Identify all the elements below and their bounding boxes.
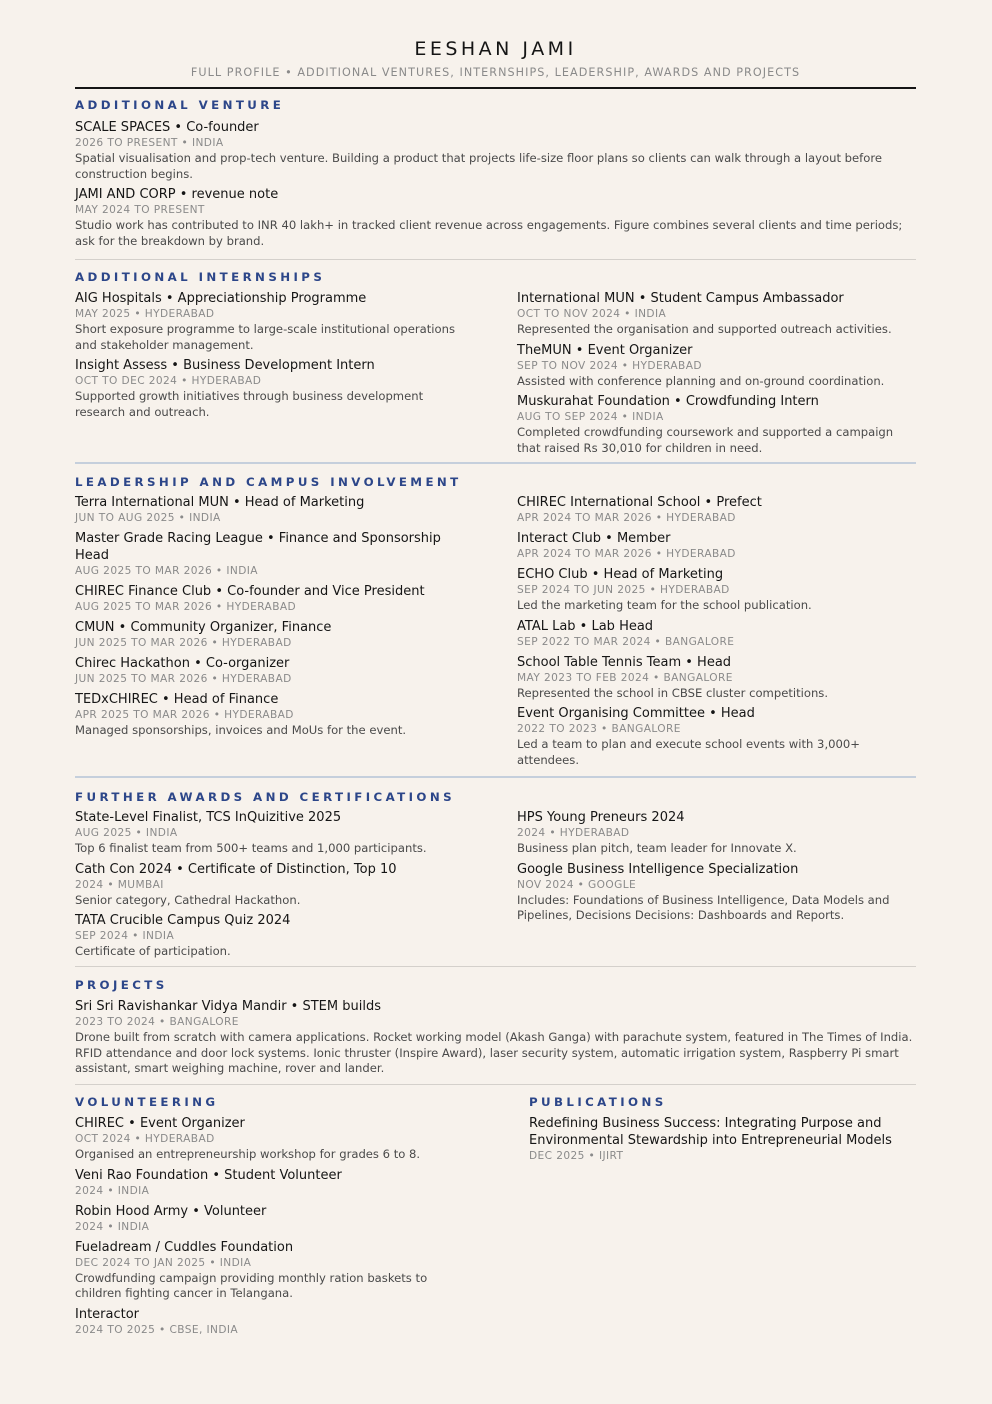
entry-meta: 2024 • HYDERABAD — [517, 827, 630, 839]
entry-meta: AUG TO SEP 2024 • INDIA — [517, 411, 664, 423]
leadership-right — [517, 494, 916, 768]
entry-desc: Led a team to plan and execute school events with 3,000+ attendees. — [517, 737, 860, 767]
entry-meta: 2022 TO 2023 • BANGALORE — [517, 723, 681, 735]
entry-title: Terra International MUN • Head of Marketing — [75, 495, 365, 510]
entry-title: JAMI AND CORP • revenue note — [75, 187, 279, 202]
entry-meta: SEP TO NOV 2024 • HYDERABAD — [517, 359, 702, 372]
entry-desc: Represented the organisation and supported outreach activities. — [517, 322, 892, 336]
internship-entry — [517, 290, 916, 338]
entry-meta: 2024 • INDIA — [75, 1184, 150, 1197]
entry-title: CHIREC • Event Organizer — [75, 1116, 245, 1131]
entry-title: Chirec Hackathon • Co-organizer — [75, 656, 290, 671]
volunteer-entry — [75, 1306, 470, 1338]
leadership-left — [75, 494, 470, 739]
entry-desc: Senior category, Cathedral Hackathon. — [75, 892, 301, 907]
award-entry — [75, 861, 470, 909]
volunteer-entry — [75, 1239, 470, 1302]
entry-desc: Business plan pitch, team leader for Innovate X. — [517, 841, 797, 855]
entry-meta: DEC 2025 • IJIRT — [529, 1150, 624, 1162]
entry-desc: Completed crowdfunding coursework and supported a campaign that raised Rs 30,010 for children in need. — [517, 425, 894, 455]
entry-meta: 2024 • INDIA — [75, 1220, 150, 1233]
entry-meta: JUN 2025 TO MAR 2026 • HYDERABAD — [75, 673, 292, 685]
entry-meta: OCT 2024 • HYDERABAD — [75, 1133, 215, 1145]
entry-meta: NOV 2024 • GOOGLE — [517, 878, 637, 891]
entry-meta: 2024 • MUMBAI — [75, 878, 164, 891]
leadership-entry — [75, 530, 470, 579]
entry-title: CMUN • Community Organizer, Finance — [75, 620, 332, 635]
leadership-entry — [517, 618, 916, 650]
entry-title: Cath Con 2024 • Certificate of Distinction, Top 10 — [75, 861, 397, 877]
entry-desc: Organised an entrepreneurship workshop for grades 6 to 8. — [75, 1147, 421, 1161]
entry-title: Interactor — [75, 1306, 140, 1322]
leadership-entry — [517, 654, 916, 702]
entry-meta: 2024 TO 2025 • CBSE, INDIA — [75, 1323, 239, 1336]
volunteer-entry — [75, 1115, 470, 1163]
entry-title: International MUN • Student Campus Ambassador — [517, 291, 844, 306]
entry-meta: SEP 2022 TO MAR 2024 • BANGALORE — [517, 635, 735, 648]
entry-meta: APR 2025 TO MAR 2026 • HYDERABAD — [75, 709, 294, 721]
entry-desc: Managed sponsorships, invoices and MoUs for the event. — [75, 723, 407, 737]
section-divider — [75, 966, 916, 967]
internship-entry — [75, 357, 465, 420]
section-divider — [75, 462, 916, 464]
venture-entry — [75, 186, 916, 249]
leadership-entry — [517, 530, 916, 562]
entry-desc: Top 6 finalist team from 500+ teams and 1,000 participants. — [75, 841, 427, 855]
entry-desc: Spatial visualisation and prop-tech venture. Building a product that projects life-size floor plans so clients can walk through a layout before construction begins. — [75, 151, 882, 181]
leadership-entry — [75, 691, 470, 739]
entry-desc: Drone built from scratch with camera applications. Rocket working model (Akash Ganga) with parachute system, featured in The Times of India. RFID attendance and door lock systems. Ionic thruster (Inspire Award), laser security system, automatic irrigation system, Raspberry Pi smart assistant, smart weighing machine, rover and lander. — [75, 1030, 913, 1075]
internship-entry — [517, 342, 916, 390]
awards-right — [517, 809, 916, 924]
entry-title: Sri Sri Ravishankar Vidya Mandir • STEM builds — [75, 999, 381, 1014]
entry-meta: JUN 2025 TO MAR 2026 • HYDERABAD — [75, 637, 292, 649]
venture-entry — [75, 119, 916, 182]
entry-desc: Assisted with conference planning and on-ground coordination. — [517, 373, 885, 388]
entry-title: ECHO Club • Head of Marketing — [517, 567, 724, 582]
award-entry — [517, 861, 916, 924]
section-title-leadership: LEADERSHIP AND CAMPUS INVOLVEMENT — [75, 475, 462, 489]
entry-title: Robin Hood Army • Volunteer — [75, 1203, 267, 1219]
entry-meta: AUG 2025 TO MAR 2026 • INDIA — [75, 565, 258, 577]
entry-desc: Represented the school in CBSE cluster competitions. — [517, 685, 829, 700]
section-title-awards: FURTHER AWARDS AND CERTIFICATIONS — [75, 790, 456, 804]
section-title-internships: ADDITIONAL INTERNSHIPS — [75, 270, 326, 284]
person-name: EESHAN JAMI — [414, 38, 577, 60]
entry-desc: Includes: Foundations of Business Intelligence, Data Models and Pipelines, Decisions Decisions: Dashboards and Reports. — [517, 892, 890, 922]
entry-title: ATAL Lab • Lab Head — [517, 618, 654, 634]
header-rule — [75, 87, 916, 89]
project-entry — [75, 998, 916, 1077]
entry-title: AIG Hospitals • Appreciationship Programme — [75, 291, 367, 306]
section-divider — [75, 1084, 916, 1085]
entry-title: Interact Club • Member — [517, 531, 671, 546]
profile-subtitle: FULL PROFILE • ADDITIONAL VENTURES, INTERNSHIPS, LEADERSHIP, AWARDS AND PROJECTS — [190, 66, 801, 79]
internships-right — [517, 290, 916, 456]
internship-entry — [75, 290, 465, 353]
entry-title: CHIREC Finance Club • Co-founder and Vice President — [75, 584, 425, 599]
projects-list — [75, 998, 916, 1077]
leadership-entry — [75, 619, 470, 651]
section-title-volunteering: VOLUNTEERING — [75, 1095, 219, 1109]
internship-entry — [517, 393, 916, 456]
entry-meta: APR 2024 TO MAR 2026 • HYDERABAD — [517, 548, 736, 560]
entry-desc: Certificate of participation. — [75, 944, 231, 958]
entry-meta: 2023 TO 2024 • BANGALORE — [75, 1016, 239, 1028]
section-divider — [75, 776, 916, 778]
volunteer-entry — [75, 1167, 470, 1199]
entry-meta: 2026 TO PRESENT • INDIA — [75, 137, 224, 149]
entry-title: HPS Young Preneurs 2024 — [517, 810, 685, 825]
entry-meta: SEP 2024 TO JUN 2025 • HYDERABAD — [517, 584, 730, 596]
leadership-entry — [517, 494, 916, 526]
entry-title: TATA Crucible Campus Quiz 2024 — [75, 913, 291, 928]
award-entry — [517, 809, 916, 857]
entry-title: State-Level Finalist, TCS InQuizitive 2025 — [75, 810, 342, 825]
entry-title: Insight Assess • Business Development Intern — [75, 358, 375, 373]
entry-desc: Supported growth initiatives through business development research and outreach. — [75, 389, 424, 419]
entry-title: Fueladream / Cuddles Foundation — [75, 1239, 294, 1255]
entry-meta: APR 2024 TO MAR 2026 • HYDERABAD — [517, 512, 736, 524]
volunteer-entry — [75, 1203, 470, 1235]
entry-title: School Table Tennis Team • Head — [517, 654, 732, 670]
entry-title: CHIREC International School • Prefect — [517, 495, 762, 510]
entry-meta: MAY 2023 TO FEB 2024 • BANGALORE — [517, 671, 733, 684]
leadership-entry — [517, 566, 916, 614]
entry-meta: MAY 2024 TO PRESENT — [75, 204, 205, 216]
entry-meta: SEP 2024 • INDIA — [75, 930, 175, 942]
leadership-entry — [517, 705, 916, 768]
publication-entry — [529, 1115, 916, 1164]
award-entry — [75, 912, 470, 960]
venture-list — [75, 119, 916, 249]
entry-meta: OCT TO DEC 2024 • HYDERABAD — [75, 375, 262, 387]
section-divider — [75, 259, 916, 260]
entry-title: TEDxCHIREC • Head of Finance — [75, 692, 279, 707]
internships-left — [75, 290, 465, 420]
entry-meta: AUG 2025 TO MAR 2026 • HYDERABAD — [75, 601, 297, 613]
entry-title: Muskurahat Foundation • Crowdfunding Intern — [517, 394, 819, 409]
leadership-entry — [75, 655, 470, 687]
entry-title: Redefining Business Success: Integrating Purpose and Environmental Stewardship into Entrepreneurial Models — [529, 1116, 892, 1148]
section-title-projects: PROJECTS — [75, 978, 168, 992]
entry-title: Master Grade Racing League • Finance and Sponsorship Head — [75, 531, 441, 563]
header — [75, 36, 916, 79]
entry-meta: AUG 2025 • INDIA — [75, 827, 178, 839]
entry-desc: Led the marketing team for the school publication. — [517, 598, 812, 612]
publications-list — [529, 1115, 916, 1164]
leadership-entry — [75, 494, 470, 526]
volunteering-list — [75, 1115, 470, 1338]
section-title-publications: PUBLICATIONS — [529, 1095, 667, 1109]
entry-title: Event Organising Committee • Head — [517, 706, 755, 721]
entry-meta: MAY 2025 • HYDERABAD — [75, 308, 215, 320]
entry-meta: DEC 2024 TO JAN 2025 • INDIA — [75, 1256, 252, 1269]
entry-title: TheMUN • Event Organizer — [517, 342, 693, 358]
entry-meta: OCT TO NOV 2024 • INDIA — [517, 308, 667, 320]
section-title-venture: ADDITIONAL VENTURE — [75, 98, 285, 112]
awards-left — [75, 809, 470, 960]
entry-desc: Crowdfunding campaign providing monthly ration baskets to children fighting cancer in Telangana. — [75, 1270, 428, 1300]
entry-meta: JUN TO AUG 2025 • INDIA — [75, 512, 221, 524]
leadership-entry — [75, 583, 470, 615]
entry-title: Google Business Intelligence Specialization — [517, 861, 799, 877]
entry-desc: Studio work has contributed to INR 40 lakh+ in tracked client revenue across engagements. Figure combines several clients and time periods; ask for the breakdown by brand. — [75, 218, 903, 248]
award-entry — [75, 809, 470, 857]
entry-title: SCALE SPACES • Co-founder — [75, 120, 259, 135]
entry-title: Veni Rao Foundation • Student Volunteer — [75, 1167, 342, 1183]
entry-desc: Short exposure programme to large-scale institutional operations and stakeholder management. — [75, 322, 456, 352]
